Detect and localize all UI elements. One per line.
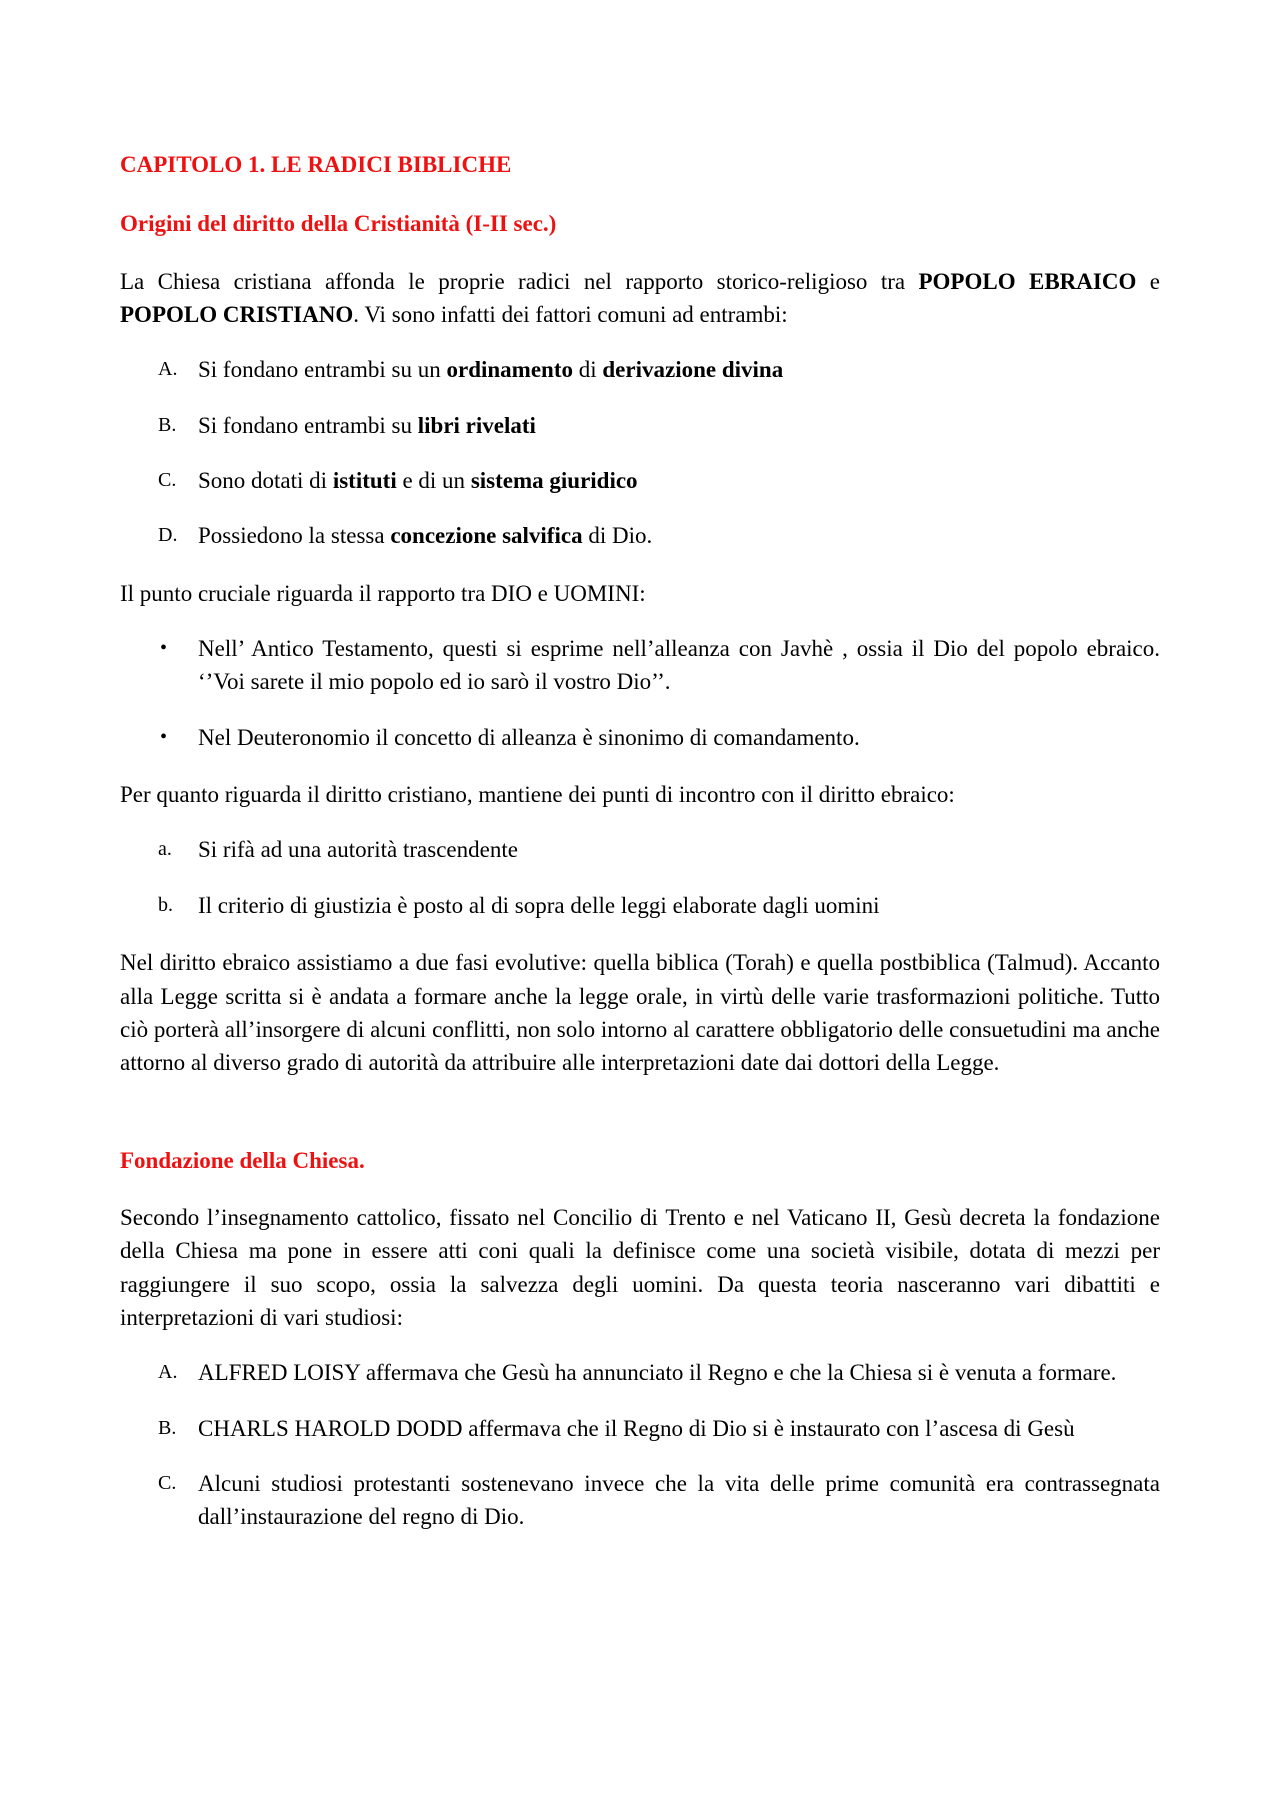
list-item [120, 833, 1160, 866]
intro-bold-popolo-cristiano: POPOLO CRISTIANO [120, 302, 354, 328]
list-item [120, 889, 1160, 922]
list-marker: a. [158, 838, 172, 861]
section-title-foundation: Fondazione della Chiesa. [120, 1147, 365, 1173]
list-item-text: Alcuni studiosi protestanti sostenevano invece che la vita delle prime comunità era contrassegnata dall’instaurazione del regno di Dio. [198, 1470, 1160, 1530]
intro-text-3: . Vi sono infatti dei fattori comuni ad entrambi: [353, 302, 788, 328]
list-item-text: e di un [396, 468, 471, 494]
list-item-text: Si rifà ad una autorità trascendente [198, 837, 518, 863]
list-item-text: Sono dotati di [198, 468, 333, 494]
list-item-bold: concezione salvifica [390, 523, 583, 549]
list-item [120, 721, 1160, 754]
christian-law-paragraph: Per quanto riguarda il diritto cristiano, mantiene dei punti di incontro con il diritto ebraico: [120, 782, 955, 808]
list-marker: C. [158, 1471, 177, 1494]
intro-bold-popolo-ebraico: POPOLO EBRAICO [918, 268, 1137, 294]
list-item-text: Si fondano entrambi su un [198, 357, 447, 383]
list-marker: A. [158, 1361, 178, 1384]
list-item-bold: istituti [332, 468, 397, 494]
list-item [120, 1412, 1160, 1445]
bullet-marker: • [160, 637, 168, 660]
list-marker: A. [158, 358, 178, 381]
list-marker: D. [158, 524, 178, 547]
list-item [120, 409, 1160, 442]
list-item-text: Nel Deuteronomio il concetto di alleanza è sinonimo di comandamento. [198, 724, 860, 750]
list-item-bold: sistema giuridico [470, 468, 638, 494]
list-item-bold: ordinamento [446, 357, 573, 383]
section-title-origins: Origini del diritto della Cristianità (I-II sec.) [120, 211, 557, 237]
common-factors-list [120, 353, 1160, 552]
list-marker: B. [158, 413, 177, 436]
list-item-text: Possiedono la stessa [198, 523, 391, 549]
meeting-points-list [120, 833, 1160, 922]
list-marker: C. [158, 469, 177, 492]
list-item-bold: derivazione divina [602, 357, 784, 383]
intro-text-2: e [1136, 268, 1160, 294]
list-item-text: Nell’ Antico Testamento, questi si esprime nell’alleanza con Javhè , ossia il Dio del popolo ebraico. ‘’Voi sarete il mio popolo ed io sarò il vostro Dio’’. [198, 636, 1160, 695]
list-item [120, 519, 1160, 552]
list-item-text: ALFRED LOISY affermava che Gesù ha annunciato il Regno e che la Chiesa si è venuta a formare. [198, 1360, 1117, 1386]
foundation-paragraph: Secondo l’insegnamento cattolico, fissato nel Concilio di Trento e nel Vaticano II, Gesù decreta la fondazione della Chiesa ma pone in essere atti coni quali la definisce come una società visibile, dotata di mezzi per raggiungere il suo scopo, ossia la salvezza degli uomini. Da questa teoria nasceranno vari dibattiti e interpretazioni di vari studiosi: [120, 1204, 1160, 1330]
intro-paragraph [120, 265, 1160, 332]
list-marker: B. [158, 1416, 177, 1439]
list-item-text: di [573, 357, 603, 383]
intro-text-1: La Chiesa cristiana affonda le proprie radici nel rapporto storico-religioso tra [120, 268, 919, 294]
bullet-marker: • [160, 725, 168, 748]
list-item-text: di Dio. [582, 523, 653, 549]
list-item [120, 353, 1160, 386]
list-item-text: CHARLS HAROLD DODD affermava che il Regno di Dio si è instaurato con l’ascesa di Gesù [198, 1415, 1075, 1441]
scholars-list [120, 1356, 1160, 1533]
list-item [120, 1467, 1160, 1534]
list-item-bold: libri rivelati [417, 412, 536, 438]
list-item [120, 464, 1160, 497]
chapter-title: CAPITOLO 1. LE RADICI BIBLICHE [120, 152, 512, 177]
crucial-point-paragraph: Il punto cruciale riguarda il rapporto tra DIO e UOMINI: [120, 580, 646, 606]
list-item [120, 1356, 1160, 1389]
hebrew-law-paragraph: Nel diritto ebraico assistiamo a due fasi evolutive: quella biblica (Torah) e quella postbiblica (Talmud). Accanto alla Legge scritta si è andata a formare anche la legge orale, in virtù delle varie trasformazioni politiche. Tutto ciò porterà all’insorgere di alcuni conflitti, non solo intorno al carattere obbligatorio delle consuetudini ma anche attorno al diverso grado di autorità da attribuire alle interpretazioni date dai dottori della Legge. [120, 950, 1160, 1076]
list-item-text: Il criterio di giustizia è posto al di sopra delle leggi elaborate dagli uomini [198, 892, 880, 918]
list-marker: b. [158, 893, 173, 916]
list-item-text: Si fondano entrambi su [198, 412, 418, 438]
list-item [120, 632, 1160, 699]
covenant-bullet-list [120, 632, 1160, 754]
